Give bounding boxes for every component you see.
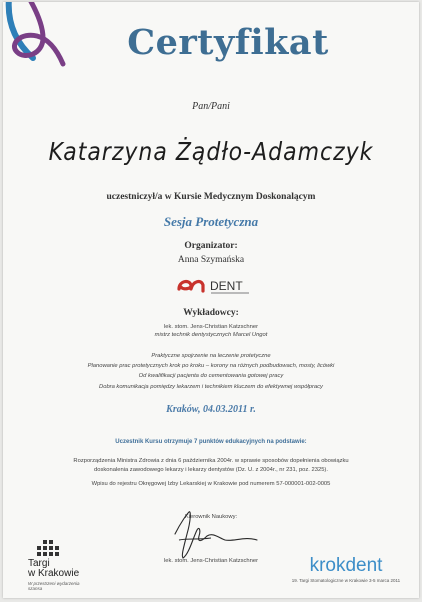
topic-item: Dobra komunikacja pomiędzy lekarzem i technikiem kluczem do efektywnej współpracy [99,383,323,390]
targi-name-line2: w Krakowie [28,568,80,579]
targi-name-line1: Targi [28,558,50,569]
points-statement: Uczestnik Kursu otrzymuje 7 punktów edukacyjnych na podstawie: [115,439,307,445]
certificate-page [3,2,419,598]
signer-label: Kierownik Naukowy: [184,514,238,520]
targi-w-krakowie-logo [25,540,91,591]
recipient-name: Katarzyna Żądło-Adamczyk [48,138,374,167]
topic-item: Planowanie prac protetycznych krok po kroku – korony na różnych podbudowach, mosty, licówki [87,363,335,370]
course-topics [3,351,419,392]
salutation: Pan/Pani [192,101,230,112]
certificate-title: Certyfikat [127,22,329,63]
krokdent-subtitle: 19. Targi Stomatologiczne w Krakowie 3-5 marca 2011 [291,578,401,583]
endent-logo [175,273,255,297]
targi-tagline: W przestrzeni wydarzenia szansa [28,581,80,591]
signer-name: lek. stom. Jens-Christian Katzschner [163,558,259,564]
participation-text: uczestniczył/a w Kursie Medycznym Doskonalącym [106,192,316,202]
lecturer-item: mistrz technik dentystycznych Marcel Ungot [154,332,268,338]
regulation-line: doskonalenia zawodowego lekarzy i lekarzy dentystów (Dz. U. z 2004r., nr 231, poz. 2325). [94,466,328,473]
endent-logo-text: DENT [210,279,243,293]
topic-item: Praktyczne spojrzenie na leczenie protetyczne [151,353,271,359]
lecturers-label: Wykładowcy: [183,308,239,318]
registry-text: Wpisu do rejestru Okręgowej Izby Lekarskiej w Krakowie pod numerem 57-000001-002-0005 [91,481,331,487]
session-title: Sesja Protetyczna [163,214,259,229]
krokdent-logo-text: krokdent [309,555,383,576]
place-date: Kraków, 04.03.2011 r. [166,404,256,415]
targi-dots-icon [37,540,59,556]
organizer-name: Anna Szymańska [177,255,245,265]
krokdent-logo [287,556,405,583]
organizer-label: Organizator: [184,241,238,251]
regulation-text [3,457,419,474]
lecturer-item: lek. stom. Jens-Christian Katzschner [163,324,259,330]
regulation-line: Rozporządzenia Ministra Zdrowia z dnia 6 października 2004r. w sprawie sposobów dopełnienia obowiązku [73,458,349,464]
handwritten-signature [167,500,261,564]
topic-item: Od kwalifikacji pacjenta do cementowania gotowej pracy [138,373,284,380]
